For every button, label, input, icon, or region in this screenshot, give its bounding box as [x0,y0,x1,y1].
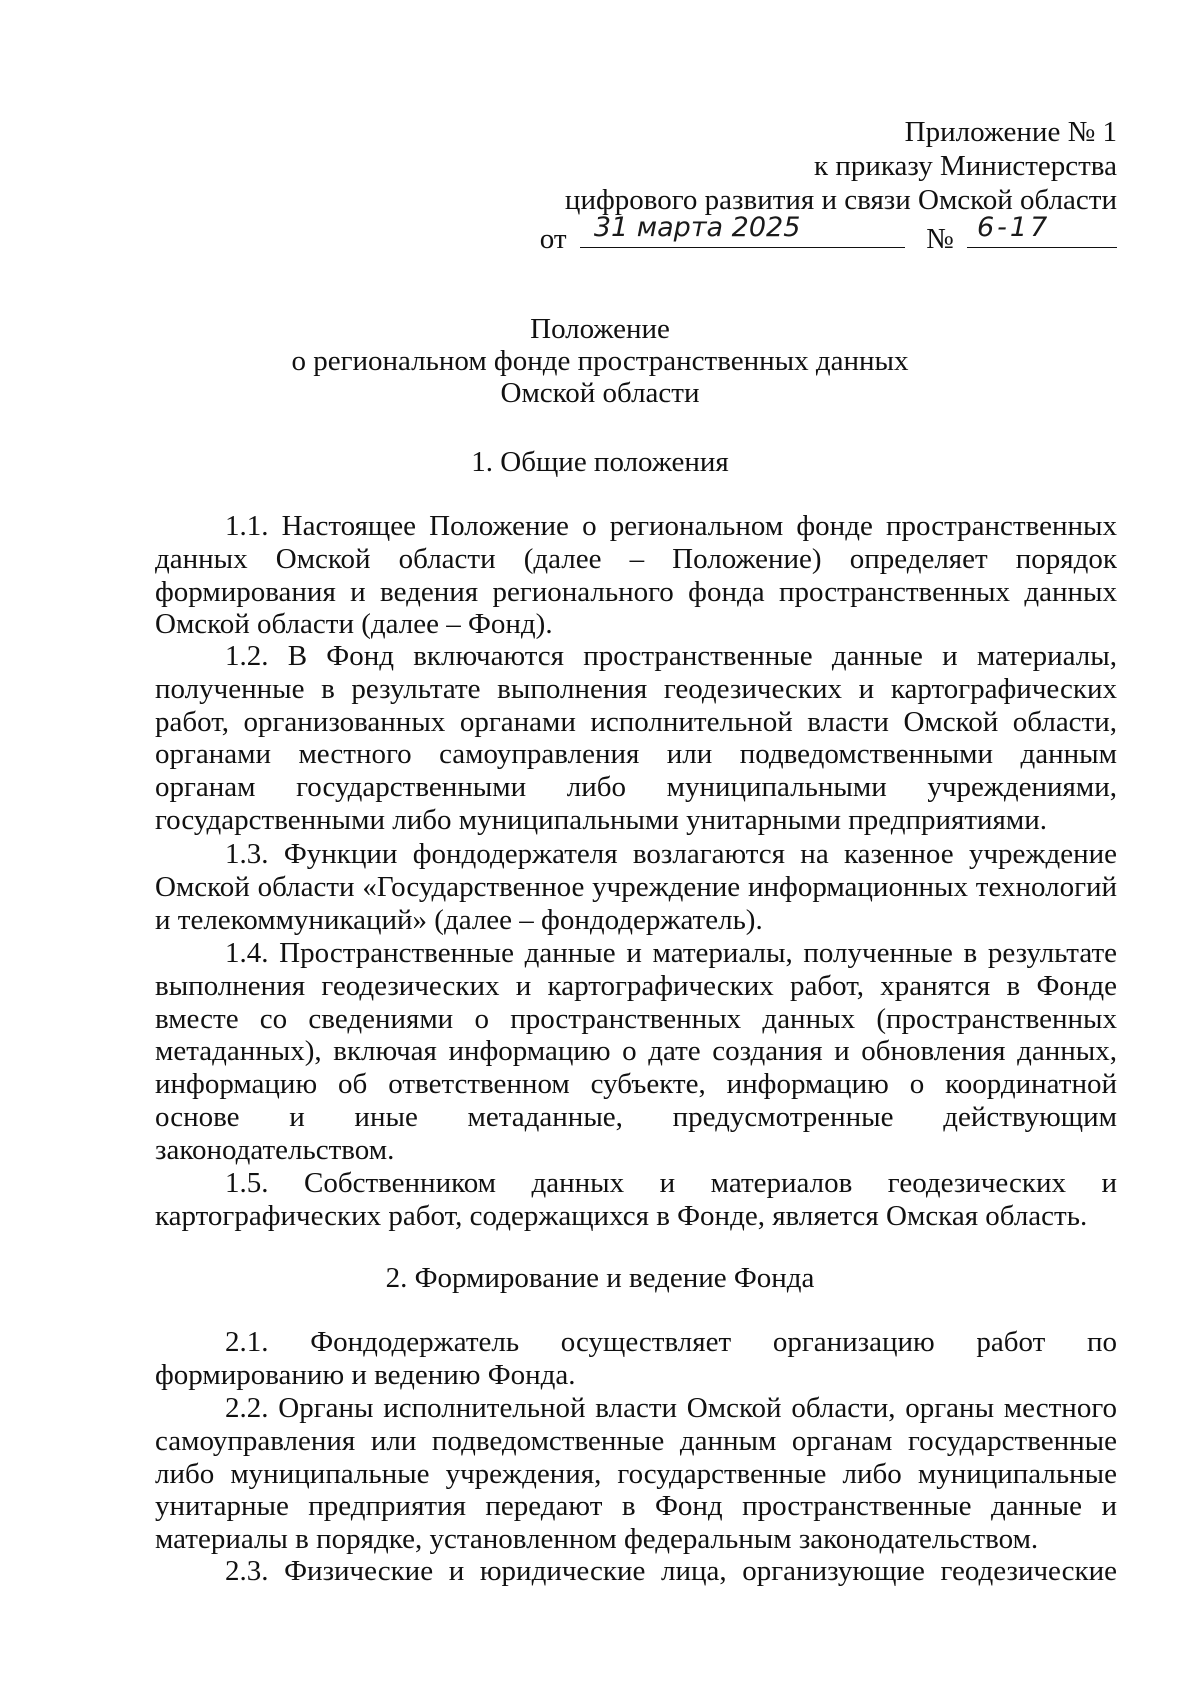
order-number-field [967,212,1117,248]
paragraph-1-3: 1.3. Функции фондодержателя возлагаются на казенное учреждение Омской области «Государственное учреждение информационных технологий и телекоммуникаций» (далее – фондодержатель). [155,838,1117,936]
attachment-ministry: цифрового развития и связи Омской области [564,184,1117,216]
number-prefix: № [926,223,954,255]
title-line-1: Положение [530,313,670,345]
paragraph-2-2: 2.2. Органы исполнительной власти Омской области, органы местного самоуправления или подведомственные данным органам государственные либо муниципальные учреждения, государственные либо муниципальные унитарные предприятия передают в Фонд пространственные данные и материалы в порядке, установленном федеральным законодательством. [155,1392,1117,1556]
document-title [0,313,1200,409]
title-line-2: о региональном фонде пространственных данных [291,345,909,377]
section-heading-formation: 2. Формирование и ведение Фонда [385,1262,815,1294]
attachment-header [540,115,1117,256]
paragraph-2-3: 2.3. Физические и юридические лица, организующие геодезические [225,1555,1117,1587]
attachment-order-ref: к приказу Министерства [814,150,1117,182]
order-date-handwritten: 31 марта 2025 [593,212,801,243]
paragraph-1-1: 1.1. Настоящее Положение о региональном фонде пространственных данных Омской области (далее – Положение) определяет порядок формирования и ведения регионального фонда пространственных данных Омской области (далее – Фонд). [155,510,1117,641]
order-date-number-line [539,212,1117,256]
order-number-handwritten: 6-17 [977,212,1051,243]
section-heading-general: 1. Общие положения [471,446,729,478]
date-prefix: от [539,223,567,255]
paragraph-1-4: 1.4. Пространственные данные и материалы, полученные в результате выполнения геодезических и картографических работ, хранятся в Фонде вместе со сведениями о пространственных данных (пространственных метаданных), включая информацию о дате создания и обновления данных, информацию об ответственном субъекте, информацию о координатной основе и иные метаданные, предусмотренные действующим законодательством. [155,937,1117,1166]
paragraph-2-1: 2.1. Фондодержатель осуществляет организацию работ по формированию и ведению Фонда. [155,1326,1117,1391]
title-line-3: Омской области [500,377,700,409]
paragraph-1-2: 1.2. В Фонд включаются пространственные данные и материалы, полученные в результате выполнения геодезических и картографических работ, организованных органами исполнительной власти Омской области, органами местного самоуправления или подведомственными данным органам государственными либо муниципальными учреждениями, государственными либо муниципальными унитарными предприятиями. [155,640,1117,836]
order-date-field [580,212,905,248]
attachment-title: Приложение № 1 [904,116,1117,148]
paragraph-1-5: 1.5. Собственником данных и материалов геодезических и картографических работ, содержащихся в Фонде, является Омская область. [155,1167,1117,1232]
